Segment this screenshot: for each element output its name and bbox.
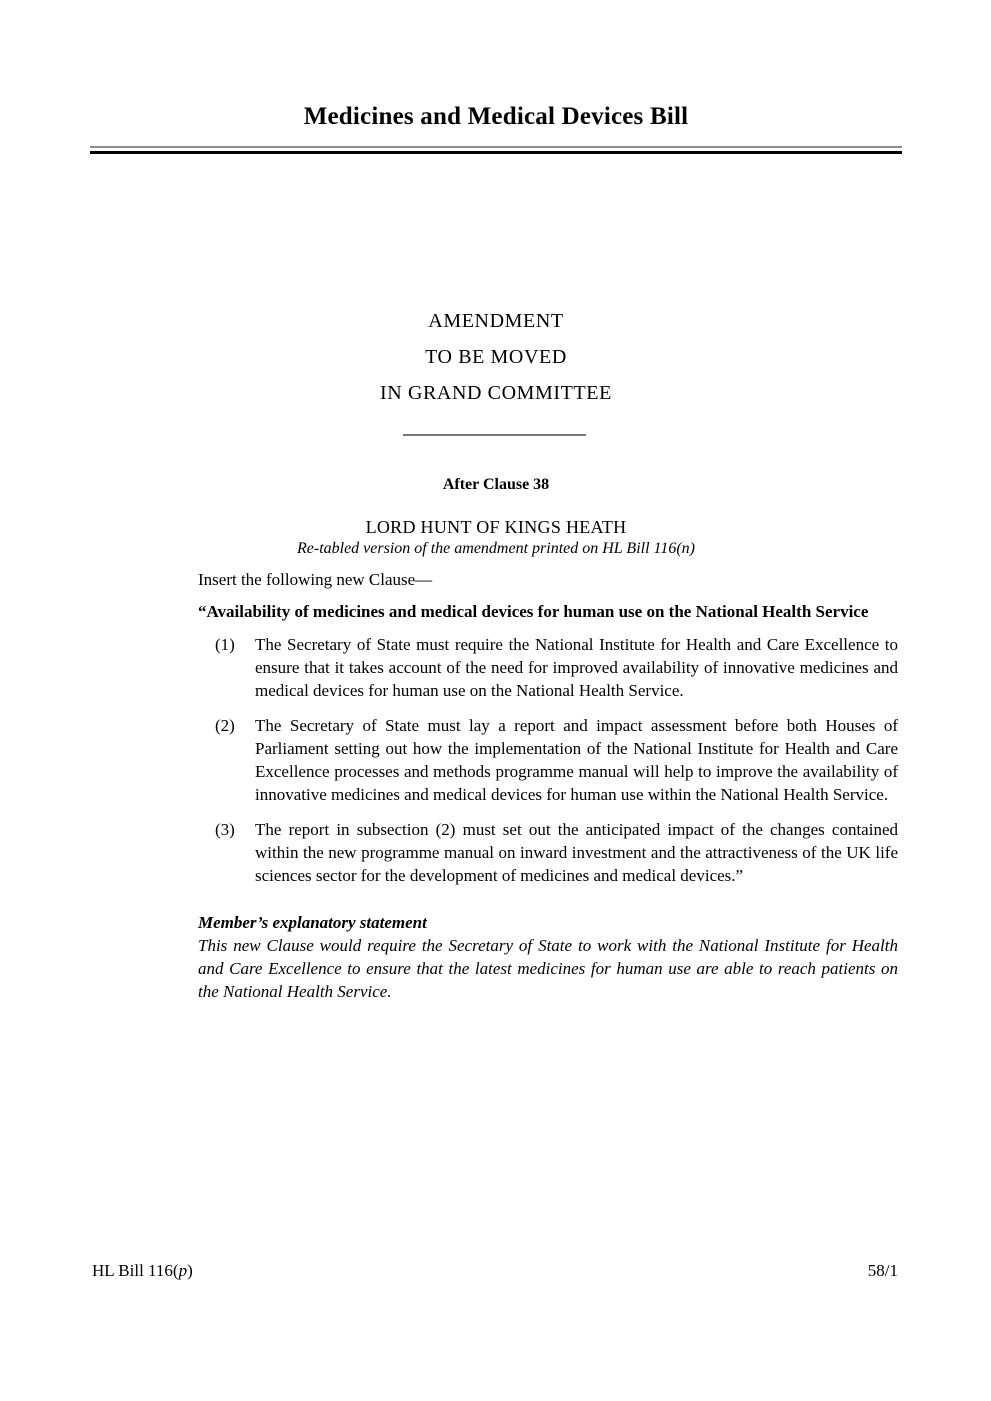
subsection-text: The Secretary of State must lay a report and impact assessment before both Houses of Parliament setting out how the implementation of the National Institute for Health and Care Excellence processes and methods programme manual will help to improve the availability of innovative medicines and medical devices for human use within the National Health Service. bbox=[255, 716, 898, 804]
subsection-item bbox=[198, 818, 898, 887]
subsection-text: The Secretary of State must require the National Institute for Health and Care Excellence to ensure that it takes account of the need for improved availability of innovative medicines and medical devices for human use on the National Health Service. bbox=[255, 635, 898, 700]
heading-line-amendment: AMENDMENT bbox=[428, 310, 564, 332]
footer-page-number: 58/1 bbox=[867, 1261, 898, 1280]
amendment-mover-name: LORD HUNT OF KINGS HEATH bbox=[365, 517, 627, 537]
subsection-text: The report in subsection (2) must set out the anticipated impact of the changes contained within the new programme manual on inward investment and the attractiveness of the UK life sciences sector for the development of medicines and medical devices.” bbox=[255, 820, 898, 885]
explanatory-statement-text: This new Clause would require the Secretary of State to work with the National Institute for Health and Care Excellence to ensure that the latest medicines for human use are able to reach patients on the National Health Service. bbox=[198, 936, 898, 1001]
heading-line-to-be-moved: TO BE MOVED bbox=[425, 346, 567, 368]
subsection-item bbox=[198, 633, 898, 702]
heading-line-in-grand-committee: IN GRAND COMMITTEE bbox=[380, 382, 612, 404]
explanatory-statement-heading: Member’s explanatory statement bbox=[198, 913, 427, 932]
masthead-divider bbox=[90, 146, 902, 154]
page-title: Medicines and Medical Devices Bill bbox=[303, 103, 689, 130]
footer-bill-reference bbox=[92, 1261, 193, 1281]
subsection-number: (3) bbox=[215, 820, 235, 839]
insert-instruction: Insert the following new Clause— bbox=[198, 570, 433, 589]
section-divider-rule bbox=[403, 434, 586, 436]
footer-bill-prefix: HL Bill 116( bbox=[92, 1261, 179, 1280]
retabled-note: Re-tabled version of the amendment printed on HL Bill 116(n) bbox=[296, 540, 695, 557]
subsection-item bbox=[198, 714, 898, 806]
new-clause-title: “Availability of medicines and medical devices for human use on the National Health Service bbox=[198, 602, 869, 621]
amendment-body bbox=[198, 568, 898, 1003]
divider-thick-rule bbox=[90, 151, 902, 154]
after-clause-heading: After Clause 38 bbox=[442, 476, 550, 493]
subsection-number: (2) bbox=[215, 716, 235, 735]
explanatory-statement bbox=[198, 911, 898, 1003]
amendment-heading-block bbox=[96, 303, 896, 411]
subsection-number: (1) bbox=[215, 635, 235, 654]
footer-bill-suffix: ) bbox=[187, 1261, 193, 1280]
subsection-list bbox=[198, 633, 898, 887]
footer-bill-italic-marker: p bbox=[178, 1261, 188, 1280]
